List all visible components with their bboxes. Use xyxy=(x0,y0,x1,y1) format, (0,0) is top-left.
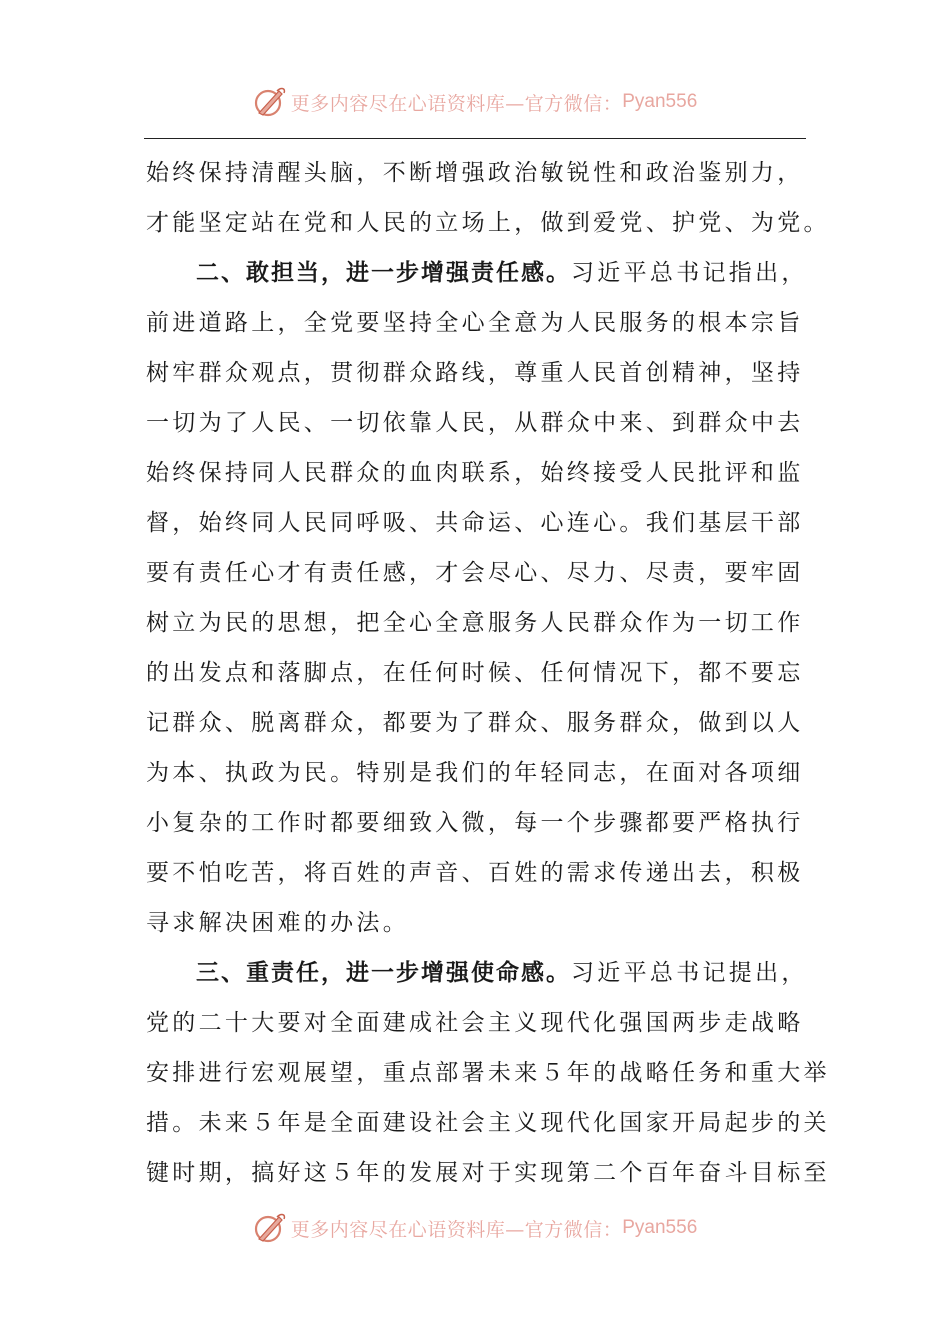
text-line: 的出发点和落脚点，在任何时候、任何情况下，都不要忘 xyxy=(146,660,804,686)
text-line: 始终保持清醒头脑，不断增强政治敏锐性和政治鉴别力， xyxy=(146,160,804,186)
watermark-text: 更多内容尽在心语资料库—官方微信： xyxy=(290,1218,623,1241)
section-heading: 三、重责任，进一步增强使命感。 xyxy=(196,960,571,986)
text-line: 寻求解决困难的办法。 xyxy=(146,910,409,936)
text-line: 一切为了人民、一切依靠人民，从群众中来、到群众中去 xyxy=(146,410,804,436)
document-body xyxy=(146,148,846,1198)
text-line: 安排进行宏观展望，重点部署未来５年的战略任务和重大举 xyxy=(146,1060,830,1086)
watermark-wechat-id: Pyan556 xyxy=(622,91,698,112)
text-line: 为本、执政为民。特别是我们的年轻同志，在面对各项细 xyxy=(146,760,804,786)
text-line: 才能坚定站在党和人民的立场上，做到爱党、护党、为党。 xyxy=(146,210,830,236)
header-divider xyxy=(144,138,806,139)
text-span: 习近平总书记指出， xyxy=(571,260,808,286)
watermark-wechat-id: Pyan556 xyxy=(622,1217,698,1238)
text-line: 树立为民的思想，把全心全意服务人民群众作为一切工作 xyxy=(146,610,804,636)
text-line: 始终保持同人民群众的血肉联系，始终接受人民批评和监 xyxy=(146,460,804,486)
text-span: 习近平总书记提出， xyxy=(571,960,808,986)
text-line: 措。未来５年是全面建设社会主义现代化国家开局起步的关 xyxy=(146,1110,830,1136)
footer-watermark xyxy=(0,1208,950,1248)
text-line: 树牢群众观点，贯彻群众路线，尊重人民首创精神，坚持 xyxy=(146,360,804,386)
quill-pen-logo-icon xyxy=(253,1211,287,1245)
section-heading: 二、敢担当，进一步增强责任感。 xyxy=(196,260,571,286)
paragraph-first-line xyxy=(146,248,846,298)
text-line: 小复杂的工作时都要细致入微，每一个步骤都要严格执行 xyxy=(146,810,804,836)
text-line: 党的二十大要对全面建成社会主义现代化强国两步走战略 xyxy=(146,1010,804,1036)
paragraph-first-line xyxy=(146,948,846,998)
text-line: 键时期，搞好这５年的发展对于实现第二个百年奋斗目标至 xyxy=(146,1160,830,1186)
text-line: 督，始终同人民同呼吸、共命运、心连心。我们基层干部 xyxy=(146,510,804,536)
text-line: 记群众、脱离群众，都要为了群众、服务群众，做到以人 xyxy=(146,710,804,736)
quill-pen-logo-icon xyxy=(253,85,287,119)
text-line: 前进道路上，全党要坚持全心全意为人民服务的根本宗旨 xyxy=(146,310,804,336)
text-line: 要不怕吃苦，将百姓的声音、百姓的需求传递出去，积极 xyxy=(146,860,804,886)
text-line: 要有责任心才有责任感，才会尽心、尽力、尽责，要牢固 xyxy=(146,560,804,586)
watermark-text: 更多内容尽在心语资料库—官方微信： xyxy=(290,92,623,115)
header-watermark xyxy=(0,82,950,122)
